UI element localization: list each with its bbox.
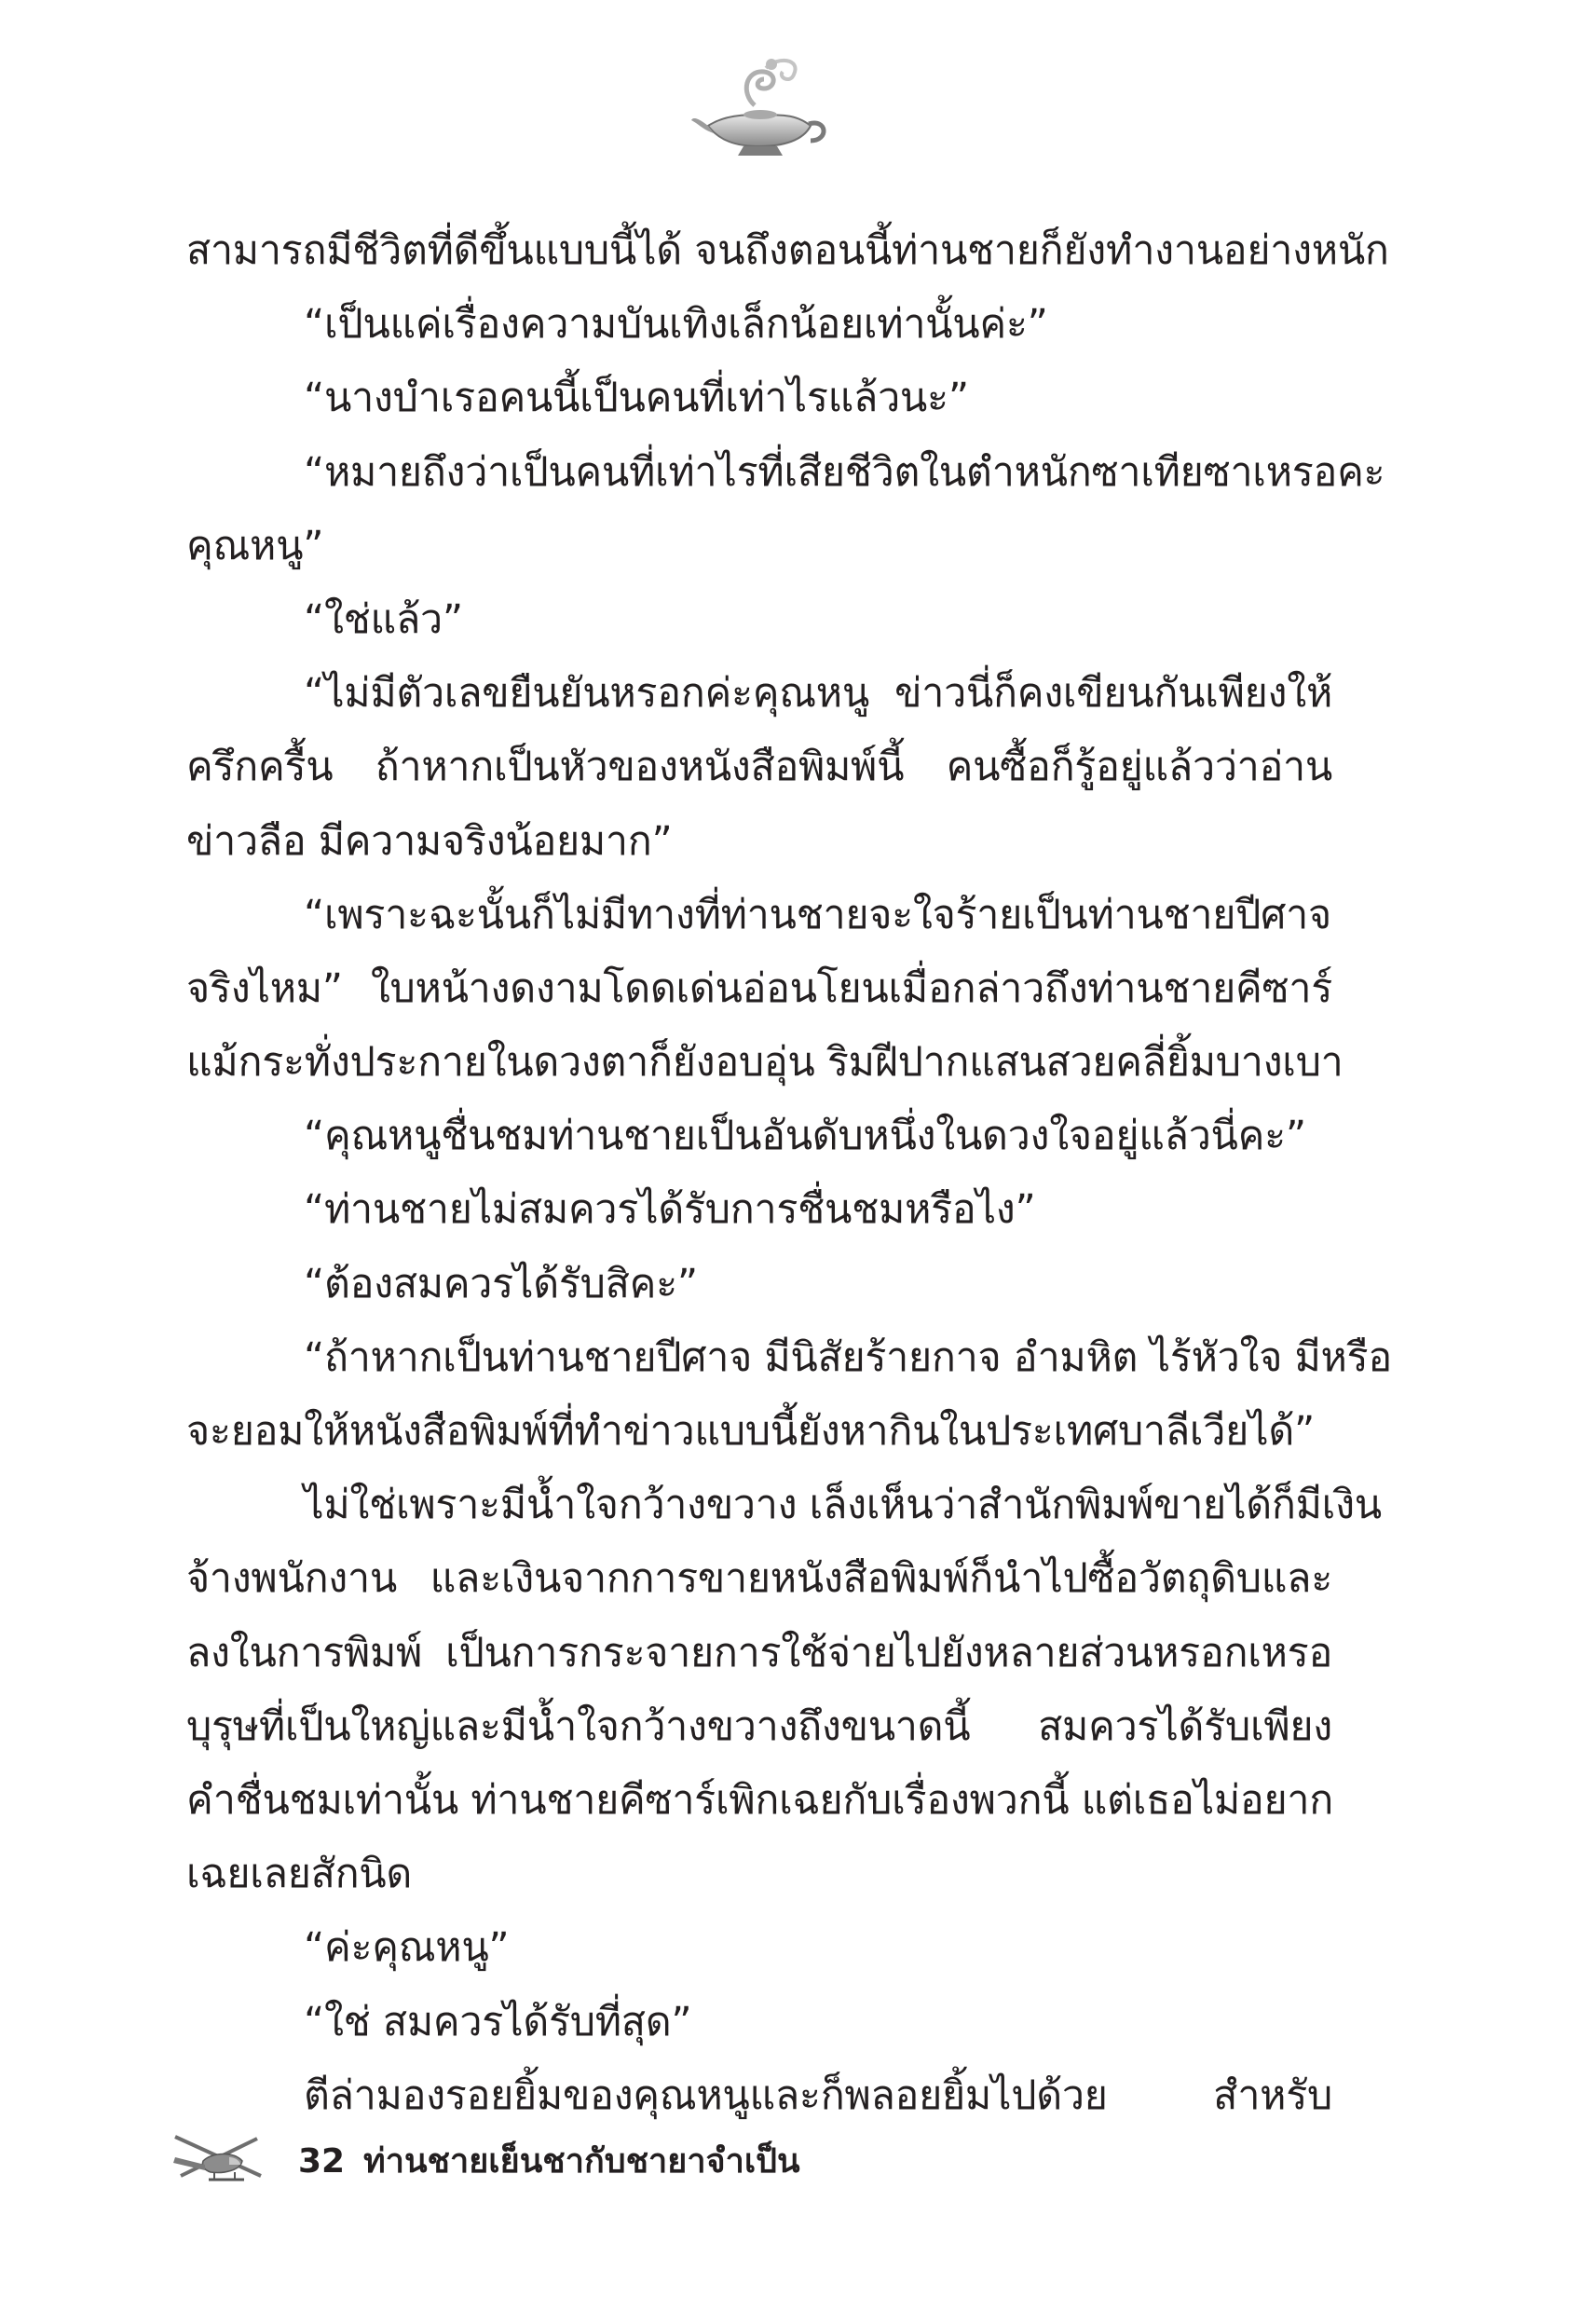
text-line: “นางบำเรอคนนี้เป็นคนที่เท่าไรแล้วนะ” xyxy=(304,375,969,422)
text-line: สามารถมีชีวิตที่ดีขึ้นแบบนี้ได้ จนถึงตอนนี้ท่านชายก็ยังทำงานอย่างหนัก xyxy=(186,227,1389,274)
text-line: คุณหนู” xyxy=(186,522,324,569)
text-line: จริงไหม” ใบหน้างดงามโดดเด่นอ่อนโยนเมื่อกล่าวถึงท่านชายคีซาร์ xyxy=(186,964,1332,1012)
text-line: คำชื่นชมเท่านั้น ท่านชายคีซาร์เพิกเฉยกับเรื่องพวกนี้ แต่เธอไม่อยาก xyxy=(186,1776,1333,1824)
text-line: “ท่านชายไม่สมควรได้รับการชื่นชมหรือไง” xyxy=(304,1186,1036,1234)
book-title: ท่านชายเย็นชากับชายาจำเป็น xyxy=(363,2142,800,2181)
page-number: 32 xyxy=(298,2142,346,2181)
text-line: “เพราะฉะนั้นก็ไม่มีทางที่ท่านชายจะใจร้ายเป็นท่านชายปีศาจ xyxy=(304,891,1331,938)
text-line: “ถ้าหากเป็นท่านชายปีศาจ มีนิสัยร้ายกาจ อำมหิต ไร้หัวใจ มีหรือ xyxy=(304,1333,1392,1381)
text-line: “ใช่ สมควรได้รับที่สุด” xyxy=(304,1998,692,2045)
helicopter-icon xyxy=(168,2129,270,2195)
text-line: “ต้องสมควรได้รับสิคะ” xyxy=(304,1260,698,1307)
text-line: “ใช่แล้ว” xyxy=(304,595,463,643)
lamp-ornament-icon xyxy=(689,51,829,163)
text-line: “เป็นแค่เรื่องความบันเทิงเล็กน้อยเท่านั้นค่ะ” xyxy=(304,301,1048,349)
page-footer xyxy=(168,2129,1379,2204)
text-line: ไม่ใช่เพราะมีน้ำใจกว้างขวาง เล็งเห็นว่าสำนักพิมพ์ขายได้ก็มีเงิน xyxy=(304,1482,1382,1529)
text-line: “ค่ะคุณหนู” xyxy=(304,1924,510,1972)
text-line: ตีล่ามองรอยยิ้มของคุณหนูและก็พลอยยิ้มไปด้วย สำหรับ xyxy=(304,2072,1332,2119)
text-line: ข่าวลือ มีความจริงน้อยมาก” xyxy=(186,817,673,865)
text-line: ลงในการพิมพ์ เป็นการกระจายการใช้จ่ายไปยังหลายส่วนหรอกเหรอ xyxy=(186,1629,1332,1676)
body-text xyxy=(186,214,1392,2133)
text-line: เฉยเลยสักนิด xyxy=(186,1851,413,1898)
text-line: แม้กระทั่งประกายในดวงตาก็ยังอบอุ่น ริมฝีปากแสนสวยคลี่ยิ้มบางเบา xyxy=(186,1039,1344,1087)
text-line: จ้างพนักงาน และเงินจากการขายหนังสือพิมพ์ก็นำไปซื้อวัตถุดิบและ xyxy=(186,1555,1332,1603)
text-line: “หมายถึงว่าเป็นคนที่เท่าไรที่เสียชีวิตในตำหนักซาเทียซาเหรอคะ xyxy=(304,448,1385,496)
text-line: “คุณหนูชื่นชมท่านชายเป็นอันดับหนึ่งในดวงใจอยู่แล้วนี่คะ” xyxy=(304,1113,1306,1160)
text-line: ครึกครื้น ถ้าหากเป็นหัวของหนังสือพิมพ์นี้ คนซื้อก็รู้อยู่แล้วว่าอ่าน xyxy=(186,744,1332,791)
text-line: “ไม่มีตัวเลขยืนยันหรอกค่ะคุณหนู ข่าวนี่ก็คงเขียนกันเพียงให้ xyxy=(304,670,1332,718)
text-line: บุรุษที่เป็นใหญ่และมีน้ำใจกว้างขวางถึงขนาดนี้ สมควรได้รับเพียง xyxy=(186,1702,1332,1750)
text-line: จะยอมให้หนังสือพิมพ์ที่ทำข่าวแบบนี้ยังหากินในประเทศบาลีเวียได้” xyxy=(186,1408,1315,1455)
